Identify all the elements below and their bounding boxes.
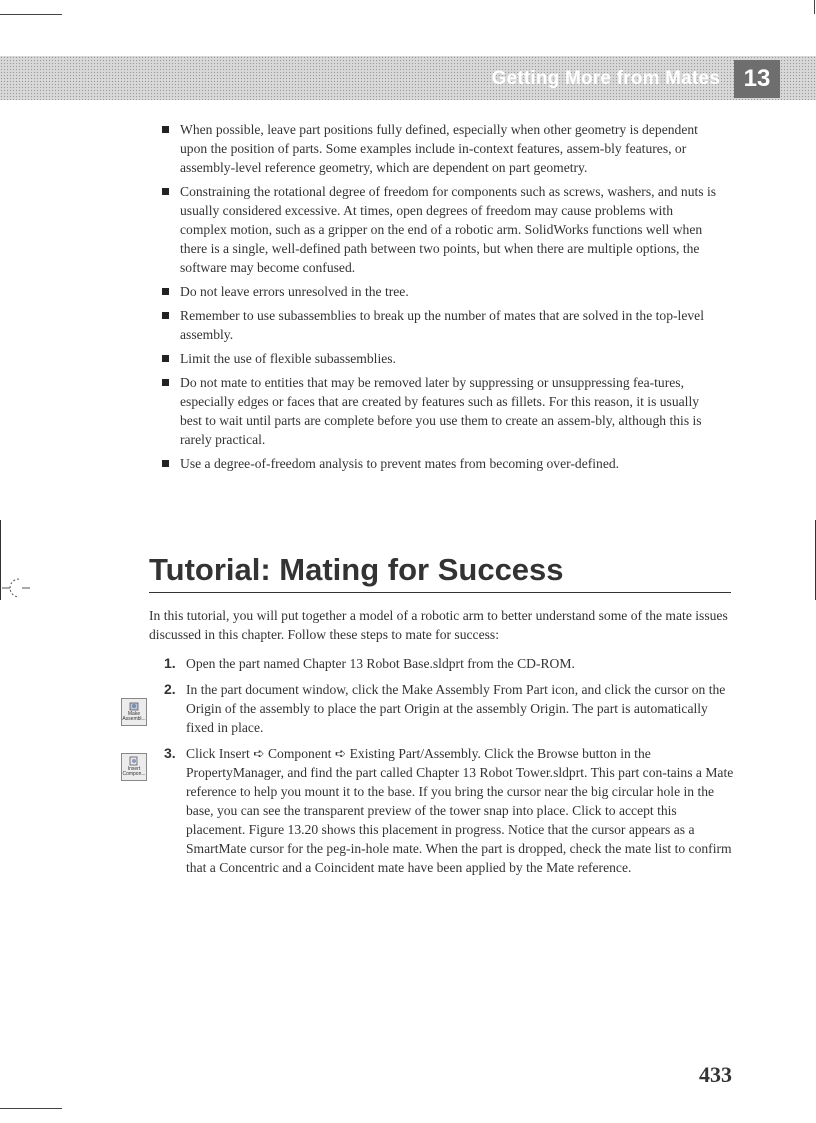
- tutorial-step: 1. Open the part named Chapter 13 Robot Base.sldprt from the CD-ROM.: [164, 655, 575, 671]
- square-bullet-icon: [162, 126, 169, 133]
- guideline-bullet-list: [180, 120, 720, 478]
- square-bullet-icon: [162, 460, 169, 467]
- page-number: 433: [699, 1062, 732, 1087]
- tutorial-intro: In this tutorial, you will put together a model of a robotic arm to better understand some of the mate issues discussed in this chapter. Follow these steps to mate for success:: [149, 608, 728, 642]
- bullet-item: Remember to use subassemblies to break up the number of mates that are solved in the top-level assembly.: [180, 306, 720, 344]
- bullet-item: Use a degree-of-freedom analysis to prevent mates from becoming over-defined.: [180, 454, 720, 473]
- square-bullet-icon: [162, 312, 169, 319]
- bullet-item: Constraining the rotational degree of freedom for components such as screws, washers, and nuts is usually considered excessive. At times, open degrees of freedom may cause problems with complex motion, such as a gripper on the end of a robotic arm. SolidWorks functions well when there is a single, well-defined path between two points, but when there are multiple options, the software may become confused.: [180, 182, 720, 277]
- bullet-item: Do not mate to entities that may be removed later by suppressing or unsuppressing fea-tures, especially edges or faces that are created by features such as fillets. For this reason, it is usually best to wait until parts are complete before you use them to create an assem-bly, although this is rarely practical.: [180, 373, 720, 449]
- square-bullet-icon: [162, 355, 169, 362]
- crop-mark-top-right: [814, 0, 815, 14]
- square-bullet-icon: [162, 188, 169, 195]
- running-title: Getting More from Mates: [491, 68, 720, 89]
- registration-mark-icon: [2, 576, 30, 600]
- bullet-item: When possible, leave part positions fully defined, especially when other geometry is dependent upon the position of parts. Some examples include in-context features, assem-bly features, or assembly-level reference geometry, which are dependent on part geometry.: [180, 120, 720, 177]
- bullet-item: Do not leave errors unresolved in the tree.: [180, 282, 720, 301]
- make-assembly-icon: Make Assembl...: [121, 698, 147, 726]
- registration-line-left: [0, 520, 1, 600]
- tutorial-step: 3. Click Insert ➪ Component ➪ Existing Part/Assembly. Click the Browse button in the PropertyManager, and find the part called Chapter 13 Robot Tower.sldprt. This part con-tains a Mate reference to help you mount it to the base. If you bring the cursor near the big circular hole in the base, you can see the transparent preview of the tower snap into place. Click to accept this placement. Figure 13.20 shows this placement in progress. Notice that the cursor appears as a SmartMate cursor for the peg-in-hole mate. When the part is dropped, check the mate list to confirm that a Concentric and a Coincident mate have been applied by the Mate reference.: [164, 745, 734, 875]
- tutorial-step: 2. In the part document window, click the Make Assembly From Part icon, and click the cursor on the Origin of the assembly to place the part Origin at the assembly Origin. The part is automatically fixed in place.: [164, 681, 726, 735]
- crop-mark-top-left: [0, 14, 62, 15]
- tutorial-heading: Tutorial: Mating for Success: [149, 548, 731, 593]
- square-bullet-icon: [162, 379, 169, 386]
- square-bullet-icon: [162, 288, 169, 295]
- bullet-item: Limit the use of flexible subassemblies.: [180, 349, 720, 368]
- chapter-number-badge: 13: [734, 60, 780, 98]
- insert-component-icon: Insert Compon...: [121, 753, 147, 781]
- tutorial-steps-list: [164, 654, 734, 884]
- crop-mark-bottom-left: [0, 1108, 62, 1109]
